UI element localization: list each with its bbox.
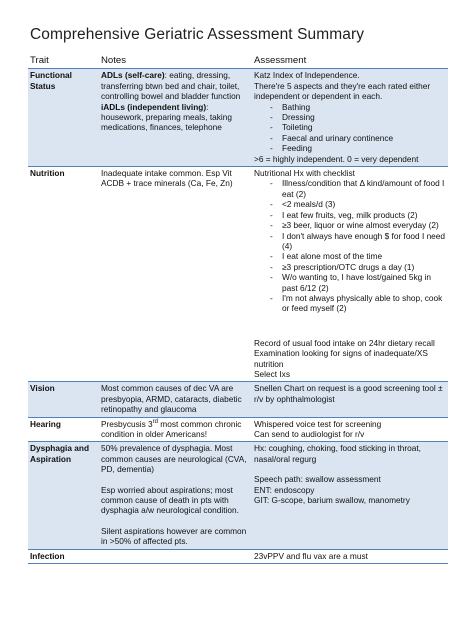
notes-text: 50% prevalence of dysphagia. Most common causes are neurological (CVA, PD, dementia) xyxy=(101,443,247,475)
list-item: - Dressing xyxy=(270,112,446,122)
notes-cell xyxy=(99,69,252,167)
adls-label: ADLs (self-care) xyxy=(101,70,165,81)
assessment-cell: Snellen Chart on request is a good screening tool ± r/v by ophthalmologist xyxy=(252,382,448,417)
notes-cell: Most common causes of dec VA are presbyopia, ARMD, cataracts, diabetic retinopathy and glaucoma xyxy=(99,382,252,417)
notes-text: Presbycusis 3 xyxy=(101,418,153,429)
table-row-hearing xyxy=(28,417,448,442)
list-item: - ≥3 prescription/OTC drugs a day (1) xyxy=(270,262,446,272)
trait-cell: Nutrition xyxy=(28,167,99,382)
assessment-text: Nutritional Hx with checklist xyxy=(254,168,355,179)
list-item: - Illness/condition that Δ kind/amount of food I eat (2) xyxy=(270,178,446,199)
header-assessment: Assessment xyxy=(252,54,448,69)
trait-cell: Infection xyxy=(28,549,99,563)
list-item: - Bathing xyxy=(270,102,446,112)
iadls-note xyxy=(101,102,250,133)
assessment-text: Whispered voice test for screening xyxy=(254,418,382,429)
adls-text: : eating, dressing, transferring btwn bed and chair, toilet, controlling bowel and bladder function xyxy=(101,70,241,102)
notes-cell: Inadequate intake common. Esp Vit ACDB + trace minerals (Ca, Fe, Zn) xyxy=(99,167,252,382)
assessment-text: Katz Index of Independence. xyxy=(254,70,360,81)
assessment-text: >6 = highly independent. 0 = very dependent xyxy=(254,153,419,164)
adl-list xyxy=(254,102,446,154)
list-item: - Toileting xyxy=(270,122,446,132)
table-row-functional-status xyxy=(28,69,448,167)
notes-cell xyxy=(99,417,252,442)
assessment-cell: 23vPPV and flu vax are a must xyxy=(252,549,448,563)
assessment-text: There're 5 aspects and they're each rated either independent or dependent in each. xyxy=(254,80,431,102)
assessment-cell xyxy=(252,167,448,382)
assessment-text: Hx: coughing, choking, food sticking in throat, nasal/oral regurg xyxy=(254,443,421,464)
notes-cell xyxy=(99,549,252,563)
assessment-text: Examination looking for signs of inadequate/XS nutrition xyxy=(254,348,428,369)
trait-cell: Functional Status xyxy=(28,69,99,167)
adls-note xyxy=(101,70,250,101)
nutrition-checklist xyxy=(254,178,446,313)
list-item: - <2 meals/d (3) xyxy=(270,199,446,209)
assessment-cell xyxy=(252,417,448,442)
assessment-text: Select Ixs xyxy=(254,368,290,379)
trait-cell: Vision xyxy=(28,382,99,417)
notes-text: Esp worried about aspirations; most common cause of death in pts with dysphagia a/w neurological condition. xyxy=(101,484,239,516)
ordinal-suffix: rd xyxy=(152,418,158,425)
trait-cell: Hearing xyxy=(28,417,99,442)
list-item: - I eat alone most of the time xyxy=(270,251,446,261)
assessment-text: GIT: G-scope, barium swallow, manometry xyxy=(254,495,410,506)
list-item: - I'm not always physically able to shop, cook or feed myself (2) xyxy=(270,293,446,314)
list-item: - ≥3 beer, liquor or wine almost everyday (2) xyxy=(270,220,446,230)
list-item: - Feeding xyxy=(270,143,446,153)
assessment-cell xyxy=(252,69,448,167)
assessment-table xyxy=(28,54,448,564)
table-row-infection xyxy=(28,549,448,563)
list-item: - I eat few fruits, veg, milk products (2) xyxy=(270,210,446,220)
table-row-nutrition xyxy=(28,167,448,382)
notes-text: most common chronic condition in older Americans! xyxy=(101,418,242,439)
notes-cell xyxy=(99,442,252,549)
document-title: Comprehensive Geriatric Assessment Summary xyxy=(30,26,365,43)
assessment-text: Can send to audiologist for r/v xyxy=(254,429,365,439)
assessment-text: ENT: endoscopy xyxy=(254,484,315,495)
assessment-text: Speech path: swallow assessment xyxy=(254,474,381,485)
iadls-text: : housework, preparing meals, taking medications, finances, telephone xyxy=(101,101,232,133)
assessment-cell xyxy=(252,442,448,549)
header-trait: Trait xyxy=(28,54,99,69)
header-notes: Notes xyxy=(99,54,252,69)
list-item: - Faecal and urinary continence xyxy=(270,133,446,143)
assessment-text: Record of usual food intake on 24hr dietary recall xyxy=(254,337,435,348)
table-row-vision xyxy=(28,382,448,417)
list-item: - I don't always have enough $ for food I need (4) xyxy=(270,231,446,252)
list-item: - W/o wanting to, I have lost/gained 5kg in past 6/12 (2) xyxy=(270,272,446,293)
notes-text: Silent aspirations however are common in >50% of affected pts. xyxy=(101,525,247,547)
table-row-dysphagia xyxy=(28,442,448,549)
table-header-row xyxy=(28,54,448,69)
iadls-label: iADLs (independent living) xyxy=(101,101,207,112)
trait-cell: Dysphagia and Aspiration xyxy=(28,442,99,549)
